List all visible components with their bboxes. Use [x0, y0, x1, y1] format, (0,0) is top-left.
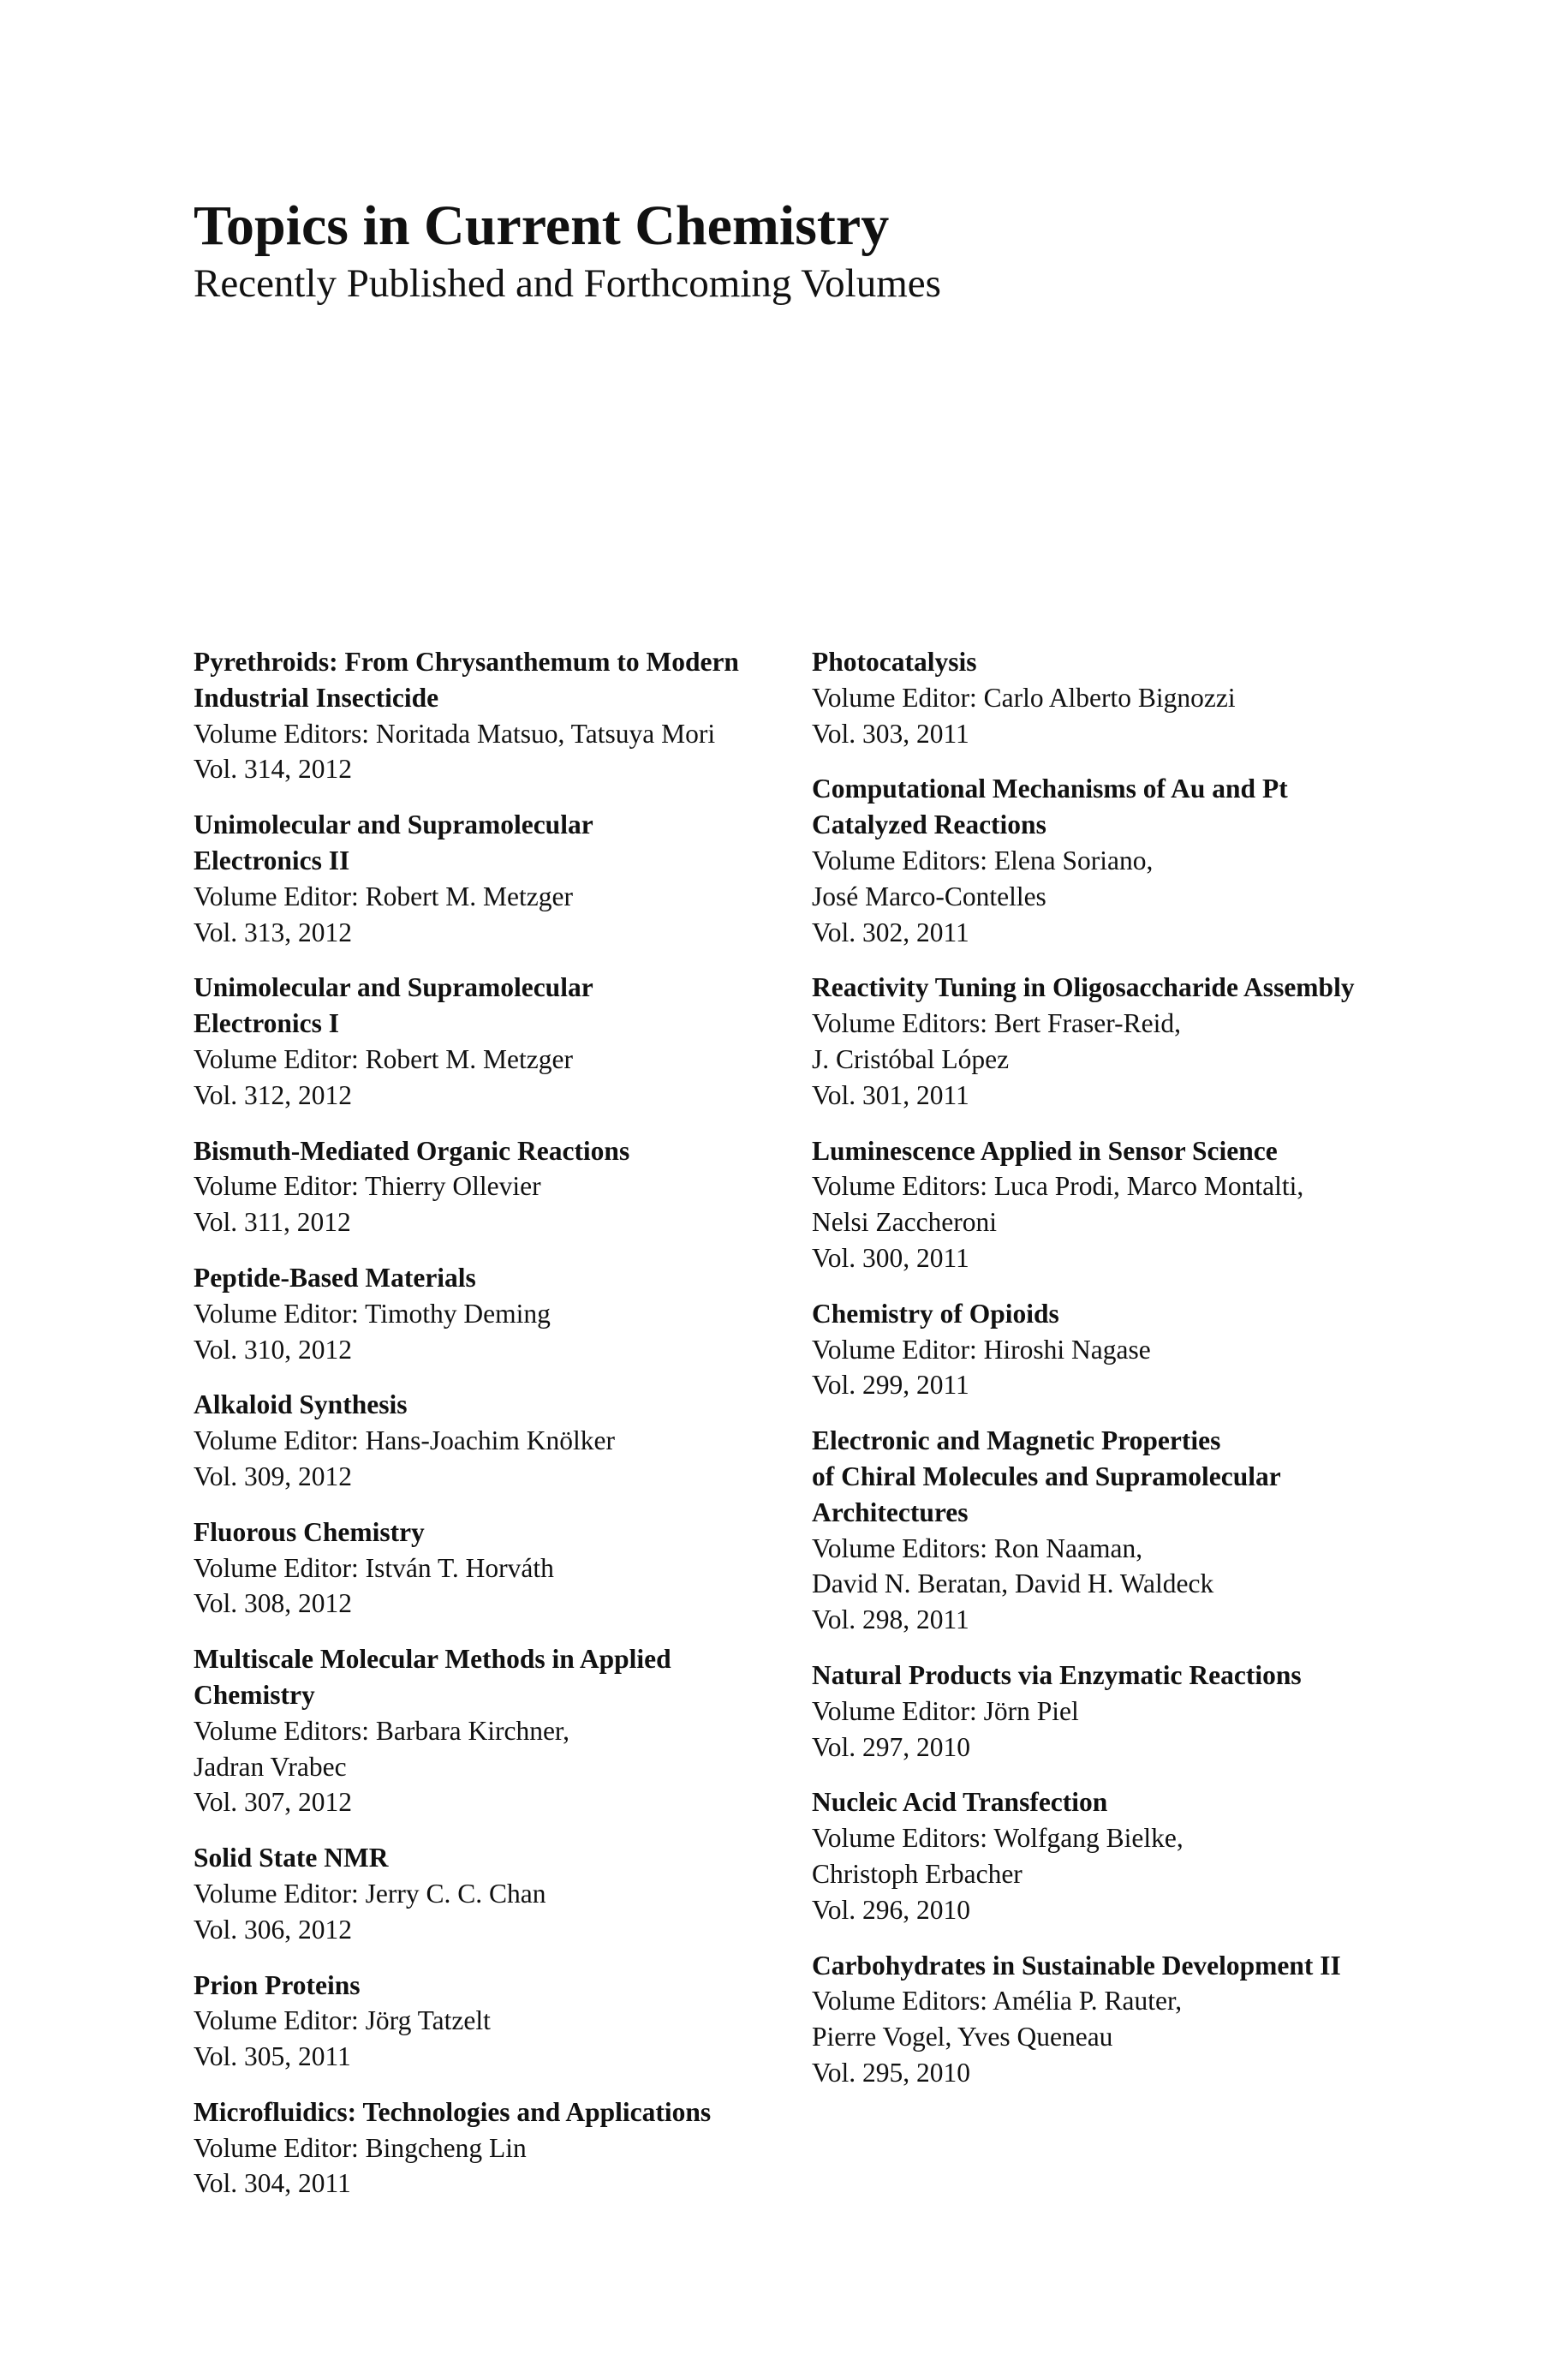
volume-entry — [194, 1260, 776, 1367]
volume-editor-line: Volume Editors: Amélia P. Rauter, — [812, 1986, 1183, 2017]
volume-editor-line: Volume Editor: Hans-Joachim Knölker — [194, 1425, 615, 1456]
volume-title-line: Electronic and Magnetic Properties — [812, 1425, 1221, 1456]
volume-title-line: Architectures — [812, 1497, 969, 1527]
volume-entry — [812, 644, 1403, 751]
volume-number: Vol. 299, 2011 — [812, 1370, 969, 1401]
volume-title-line: Carbohydrates in Sustainable Development II — [812, 1950, 1341, 1981]
volume-number: Vol. 297, 2010 — [812, 1731, 970, 1762]
volume-title-line: Photocatalysis — [812, 647, 977, 677]
volume-title-line: Bismuth-Mediated Organic Reactions — [194, 1135, 630, 1166]
volume-title-line: Industrial Insecticide — [194, 682, 439, 713]
volume-entry — [812, 1948, 1403, 2091]
volume-title-line: Chemistry — [194, 1679, 315, 1710]
volume-number: Vol. 301, 2011 — [812, 1079, 969, 1110]
volume-editor-line: Volume Editor: Timothy Deming — [194, 1298, 551, 1329]
volume-entry — [812, 1423, 1403, 1638]
volume-entry — [194, 1641, 776, 1820]
volume-editor-line: Volume Editor: Robert M. Metzger — [194, 1043, 573, 1074]
volume-title-line: Fluorous Chemistry — [194, 1516, 425, 1547]
volume-title-line: Chemistry of Opioids — [812, 1298, 1059, 1329]
volume-entry — [812, 1784, 1403, 1927]
volume-editor-line: José Marco-Contelles — [812, 881, 1046, 911]
volume-title-line: Luminescence Applied in Sensor Science — [812, 1135, 1278, 1166]
volume-editor-line: Volume Editor: Carlo Alberto Bignozzi — [812, 682, 1236, 713]
volume-title-line: Microfluidics: Technologies and Applications — [194, 2096, 712, 2127]
volume-title-line: Alkaloid Synthesis — [194, 1389, 408, 1420]
volume-title-line: Computational Mechanisms of Au and Pt — [812, 774, 1288, 804]
volume-editor-line: Nelsi Zaccheroni — [812, 1207, 998, 1238]
volume-title-line: of Chiral Molecules and Supramolecular — [812, 1461, 1281, 1491]
volume-entry — [812, 970, 1403, 1113]
volume-entry — [194, 1515, 776, 1622]
volume-entry — [194, 2094, 776, 2202]
volume-entry — [194, 1133, 776, 1240]
volume-entry — [194, 1387, 776, 1494]
volume-number: Vol. 295, 2010 — [812, 2057, 970, 2088]
volume-title-line: Solid State NMR — [194, 1843, 389, 1873]
volume-number: Vol. 312, 2012 — [194, 1079, 352, 1110]
page-subtitle: Recently Published and Forthcoming Volumes — [194, 261, 941, 306]
volume-title-line: Prion Proteins — [194, 1969, 361, 2000]
volume-title-line: Nucleic Acid Transfection — [812, 1787, 1108, 1818]
volume-number: Vol. 303, 2011 — [812, 718, 969, 749]
page-title: Topics in Current Chemistry — [194, 194, 890, 257]
volume-title-line: Peptide-Based Materials — [194, 1262, 476, 1293]
volume-title-line: Unimolecular and Supramolecular — [194, 810, 593, 840]
volume-title-line: Natural Products via Enzymatic Reactions — [812, 1659, 1302, 1690]
volume-number: Vol. 308, 2012 — [194, 1588, 352, 1619]
volume-number: Vol. 307, 2012 — [194, 1787, 352, 1818]
volume-editor-line: Volume Editor: Jörg Tatzelt — [194, 2005, 491, 2036]
volume-entry — [194, 807, 776, 950]
volume-editor-line: Volume Editor: Bingcheng Lin — [194, 2132, 527, 2163]
volume-editor-line: Volume Editors: Wolfgang Bielke, — [812, 1823, 1183, 1854]
volume-number: Vol. 302, 2011 — [812, 917, 969, 947]
volume-title-line: Pyrethroids: From Chrysanthemum to Modern — [194, 647, 739, 677]
volume-title-line: Electronics I — [194, 1008, 340, 1039]
volume-title-line: Reactivity Tuning in Oligosaccharide Assembly — [812, 972, 1355, 1003]
volume-title-line: Catalyzed Reactions — [812, 810, 1046, 840]
volume-entry — [194, 1968, 776, 2075]
volume-editor-line: Volume Editors: Bert Fraser-Reid, — [812, 1008, 1181, 1039]
volume-number: Vol. 305, 2011 — [194, 2041, 351, 2072]
volume-editor-line: Volume Editor: Thierry Ollevier — [194, 1171, 541, 1202]
volume-editor-line: Jadran Vrabec — [194, 1751, 347, 1782]
volume-editor-line: Volume Editors: Ron Naaman, — [812, 1533, 1143, 1563]
volume-number: Vol. 300, 2011 — [812, 1242, 969, 1273]
volume-number: Vol. 311, 2012 — [194, 1207, 351, 1238]
volume-editor-line: Volume Editor: Jörn Piel — [812, 1695, 1079, 1726]
volume-entry — [812, 771, 1403, 950]
volume-editor-line: Volume Editor: István T. Horváth — [194, 1552, 554, 1583]
volume-entry — [812, 1658, 1403, 1765]
volume-entry — [812, 1133, 1403, 1276]
volume-number: Vol. 304, 2011 — [194, 2168, 351, 2199]
volume-editor-line: Volume Editors: Barbara Kirchner, — [194, 1715, 570, 1746]
volume-editor-line: Pierre Vogel, Yves Queneau — [812, 2022, 1113, 2052]
volume-number: Vol. 314, 2012 — [194, 754, 352, 785]
volume-editor-line: Christoph Erbacher — [812, 1858, 1022, 1889]
volume-entry — [812, 1296, 1403, 1403]
volume-editor-line: David N. Beratan, David H. Waldeck — [812, 1568, 1214, 1599]
volume-editor-line: Volume Editor: Jerry C. C. Chan — [194, 1878, 546, 1909]
volume-number: Vol. 313, 2012 — [194, 917, 352, 947]
left-column — [194, 644, 776, 2221]
volume-number: Vol. 298, 2011 — [812, 1604, 969, 1635]
volume-number: Vol. 310, 2012 — [194, 1334, 352, 1365]
volume-number: Vol. 296, 2010 — [812, 1894, 970, 1925]
volume-editor-line: Volume Editor: Robert M. Metzger — [194, 881, 573, 911]
volume-editor-line: J. Cristóbal López — [812, 1043, 1010, 1074]
volume-editor-line: Volume Editor: Hiroshi Nagase — [812, 1334, 1151, 1365]
volume-entry — [194, 644, 776, 787]
volume-editor-line: Volume Editors: Luca Prodi, Marco Montalti, — [812, 1171, 1304, 1202]
volume-number: Vol. 309, 2012 — [194, 1461, 352, 1491]
volume-title-line: Unimolecular and Supramolecular — [194, 972, 593, 1003]
volume-editor-line: Volume Editors: Noritada Matsuo, Tatsuya Mori — [194, 718, 716, 749]
volume-entry — [194, 1840, 776, 1947]
volume-editor-line: Volume Editors: Elena Soriano, — [812, 845, 1154, 875]
volume-number: Vol. 306, 2012 — [194, 1914, 352, 1945]
volume-title-line: Multiscale Molecular Methods in Applied — [194, 1644, 671, 1675]
volume-entry — [194, 970, 776, 1113]
volume-title-line: Electronics II — [194, 845, 350, 875]
right-column — [812, 644, 1403, 2111]
